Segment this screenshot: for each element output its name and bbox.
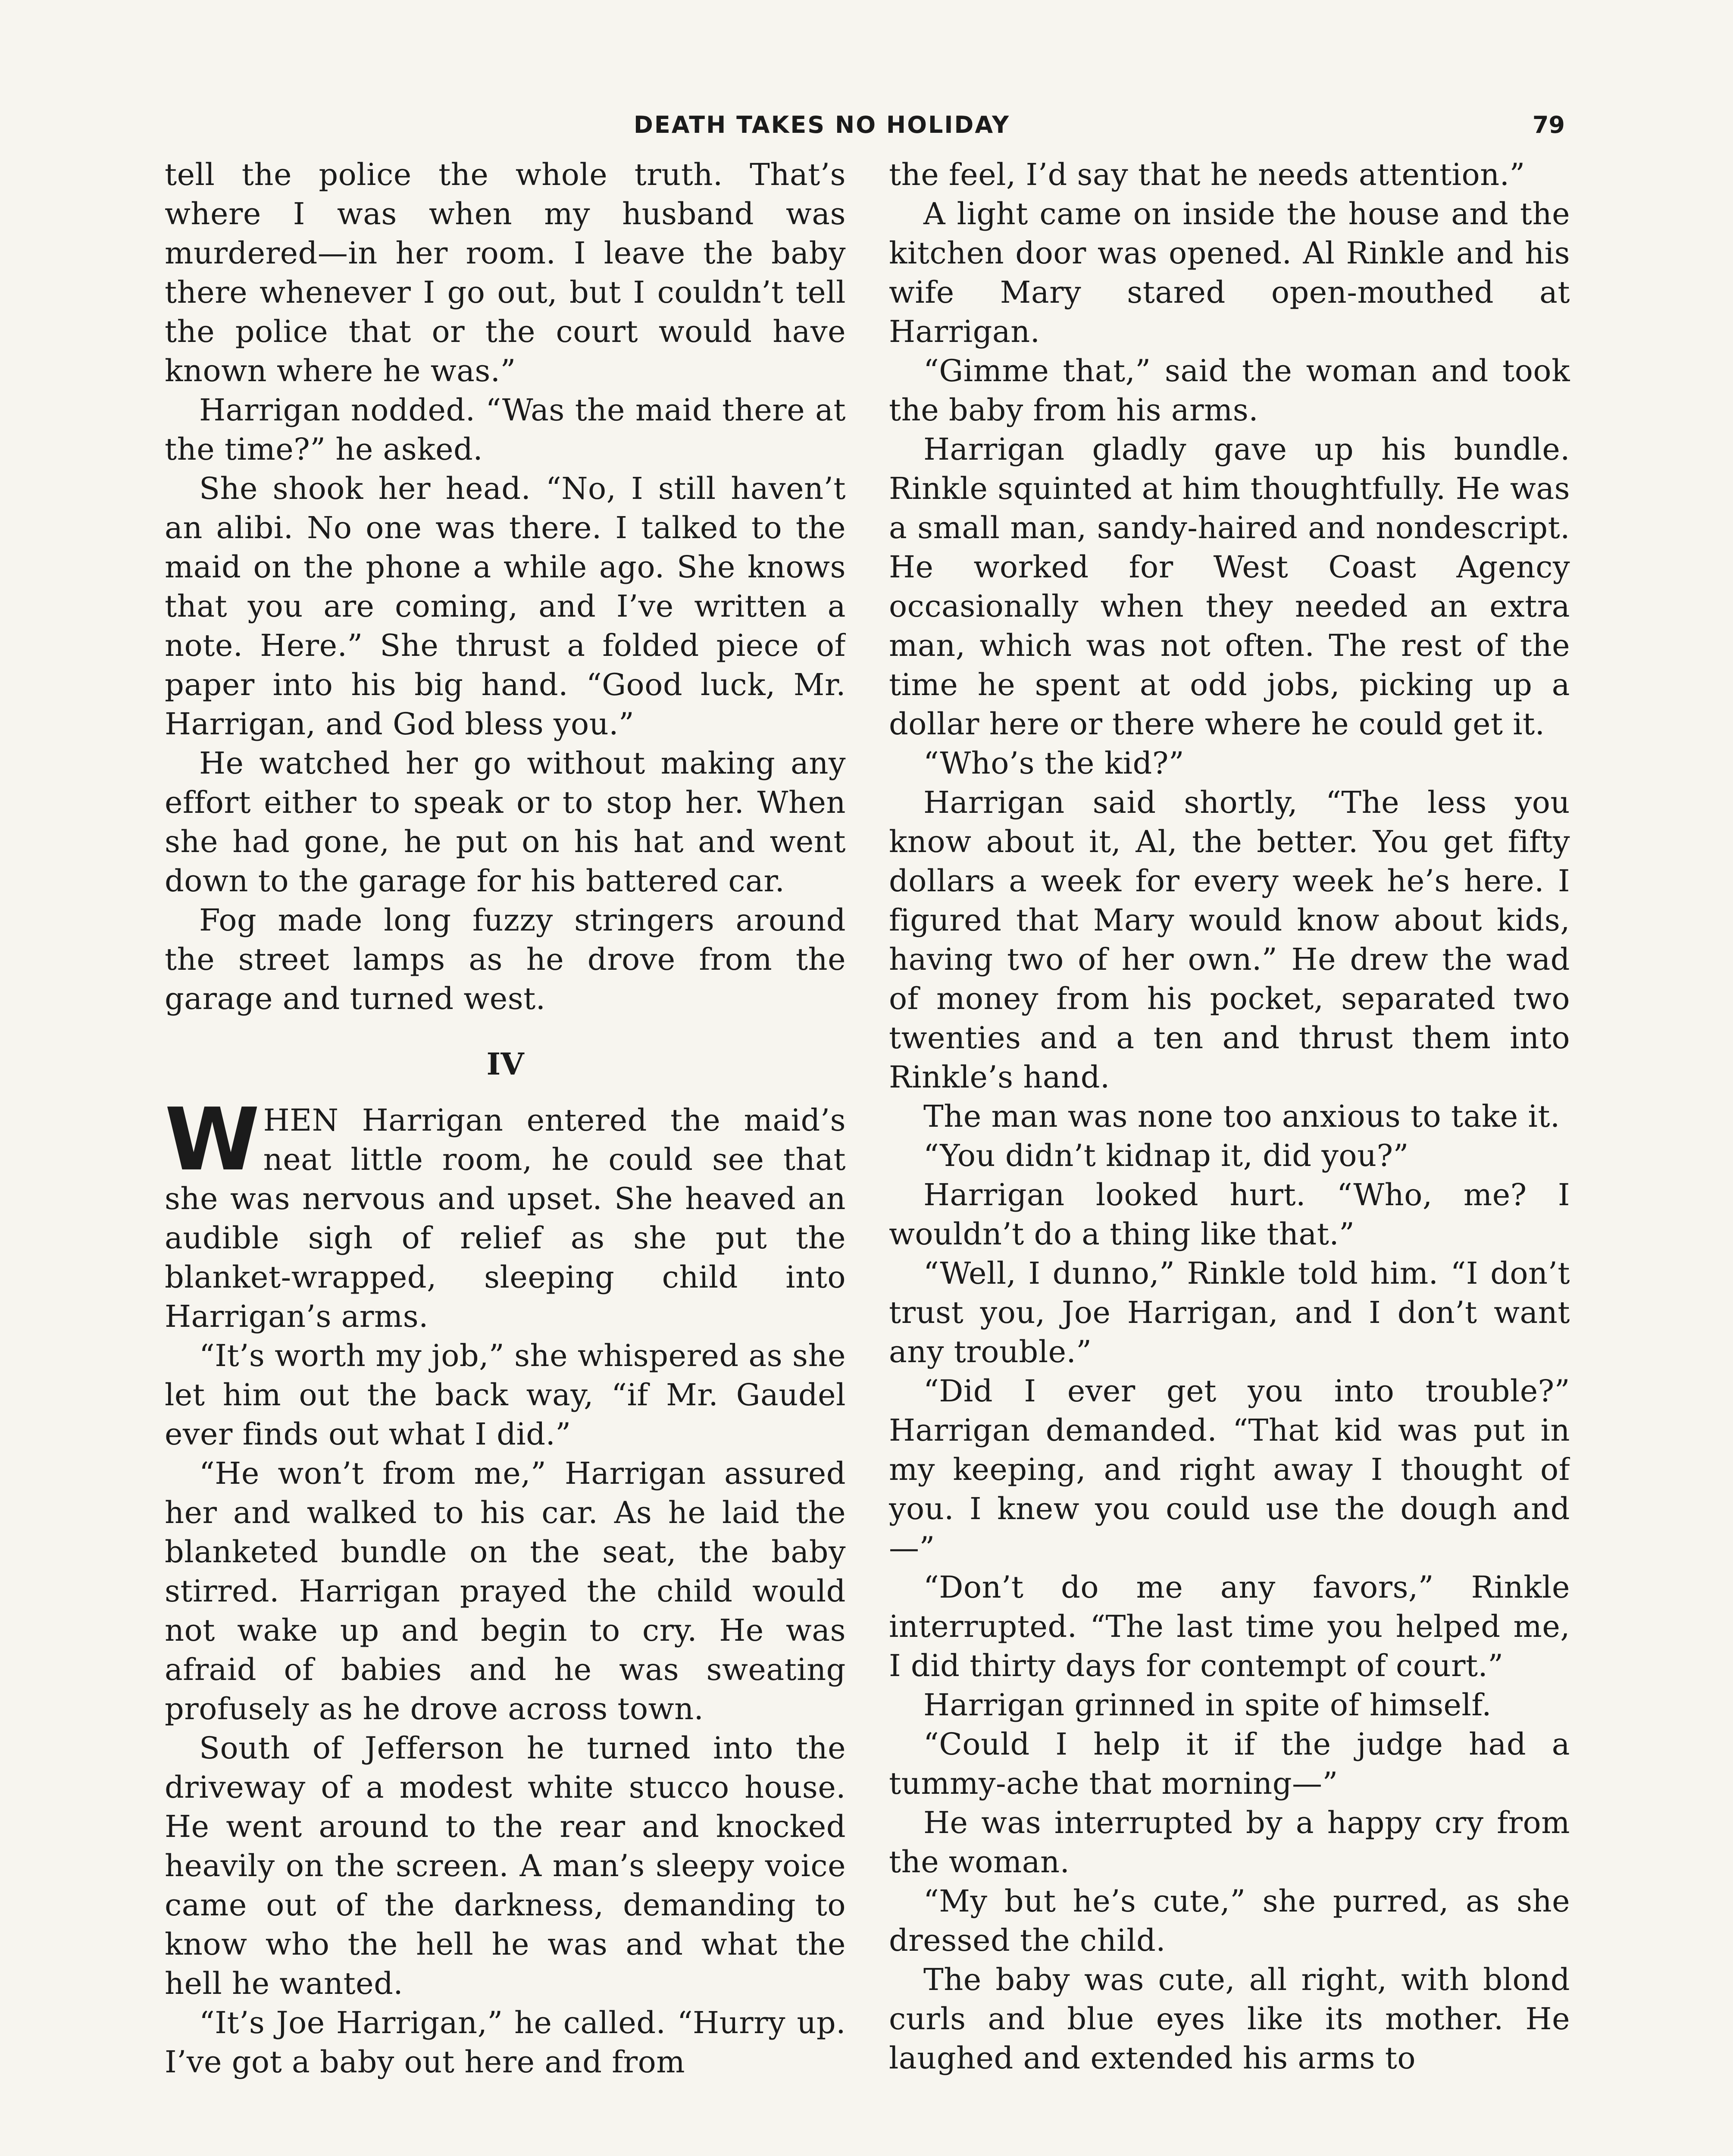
paragraph: tell the police the whole truth. That’s where I was when my husband was murdered—in her room. I leave the baby there whenever I go out, but I couldn’t tell the police that or the court would have known where he was.” <box>165 157 846 389</box>
right-column <box>889 155 1570 2156</box>
paragraph: Harrigan nodded. “Was the maid there at the time?” he asked. <box>165 392 846 467</box>
paragraph: “You didn’t kidnap it, did you?” <box>923 1138 1409 1173</box>
page-number: 79 <box>1532 111 1565 138</box>
paragraph: the feel, I’d say that he needs attention.” <box>889 157 1525 192</box>
paragraph: He watched her go without making any effort either to speak or to stop her. When she had gone, he put on his hat and went down to the garage for his battered car. <box>165 746 846 899</box>
paragraph: “My but he’s cute,” she purred, as she dressed the child. <box>889 1883 1570 1958</box>
paragraph: He was interrupted by a happy cry from the woman. <box>889 1805 1570 1880</box>
paragraph: “Gimme that,” said the woman and took the baby from his arms. <box>889 353 1570 428</box>
paragraph: “He won’t from me,” Harrigan assured her and walked to his car. As he laid the blanketed bundle on the seat, the baby stirred. Harrigan prayed the child would not wake up and begin to cry. He was afraid of babies and he was sweating profusely as he drove across town. <box>165 1456 846 1727</box>
paragraph: “Don’t do me any favors,” Rinkle interrupted. “The last time you helped me, I did thirty days for contempt of court.” <box>889 1570 1570 1683</box>
paragraph: “Did I ever get you into trouble?” Harrigan demanded. “That kid was put in my keeping, and right away I thought of you. I knew you could use the dough and—” <box>889 1373 1570 1566</box>
section-heading: IV <box>486 1046 524 1082</box>
paragraph: She shook her head. “No, I still haven’t an alibi. No one was there. I talked to the maid on the phone a while ago. She knows that you are coming, and I’ve written a note. Here.” She thrust a folded piece of paper into his big hand. “Good luck, Mr. Harrigan, and God bless you.” <box>165 471 846 742</box>
paragraph: Harrigan looked hurt. “Who, me? I wouldn’t do a thing like that.” <box>889 1177 1570 1252</box>
paragraph: The man was none too anxious to take it. <box>923 1099 1560 1134</box>
left-column <box>165 155 846 2156</box>
paragraph: “Who’s the kid?” <box>923 746 1185 781</box>
running-title: DEATH TAKES NO HOLIDAY <box>634 111 1010 138</box>
paragraph-text: HEN Harrigan entered the maid’s neat little room, he could see that she was nervous and upset. She heaved an audible sigh of relief as she put the blanket-wrapped, sleeping child into Harrigan’s arms. <box>165 1103 846 1334</box>
drop-cap: W <box>165 1090 257 1190</box>
paragraph: Harrigan gladly gave up his bundle. Rinkle squinted at him thoughtfully. He was a small man, sandy-haired and nondescript. He worked for West Coast Agency occasionally when they needed an extra man, which was not often. The rest of the time he spent at odd jobs, picking up a dollar here or there where he could get it. <box>889 432 1570 742</box>
dropcap-paragraph <box>165 1090 846 1336</box>
paragraph: The baby was cute, all right, with blond curls and blue eyes like its mother. He laughed and extended his arms to <box>889 1962 1570 2076</box>
paragraph: A light came on inside the house and the kitchen door was opened. Al Rinkle and his wife Mary stared open-mouthed at Harrigan. <box>889 196 1570 349</box>
paragraph: Fog made long fuzzy stringers around the street lamps as he drove from the garage and turned west. <box>165 903 846 1016</box>
paragraph: Harrigan grinned in spite of himself. <box>923 1687 1492 1723</box>
paragraph: “Well, I dunno,” Rinkle told him. “I don’t trust you, Joe Harrigan, and I don’t want any trouble.” <box>889 1256 1570 1369</box>
paragraph: “It’s Joe Harrigan,” he called. “Hurry up. I’ve got a baby out here and from <box>165 2005 846 2080</box>
paragraph: Harrigan said shortly, “The less you know about it, Al, the better. You get fifty dollars a week for every week he’s here. I figured that Mary would know about kids, having two of her own.” He drew the wad of money from his pocket, separated two twenties and a ten and thrust them into Rinkle’s hand. <box>889 785 1570 1095</box>
paragraph: “It’s worth my job,” she whispered as she let him out the back way, “if Mr. Gaudel ever finds out what I did.” <box>165 1338 846 1452</box>
paragraph: South of Jefferson he turned into the driveway of a modest white stucco house. He went around to the rear and knocked heavily on the screen. A man’s sleepy voice came out of the darkness, demanding to know who the hell he was and what the hell he wanted. <box>165 1730 846 2001</box>
page-header <box>634 111 1565 146</box>
paragraph: “Could I help it if the judge had a tummy-ache that morning—” <box>889 1727 1570 1801</box>
